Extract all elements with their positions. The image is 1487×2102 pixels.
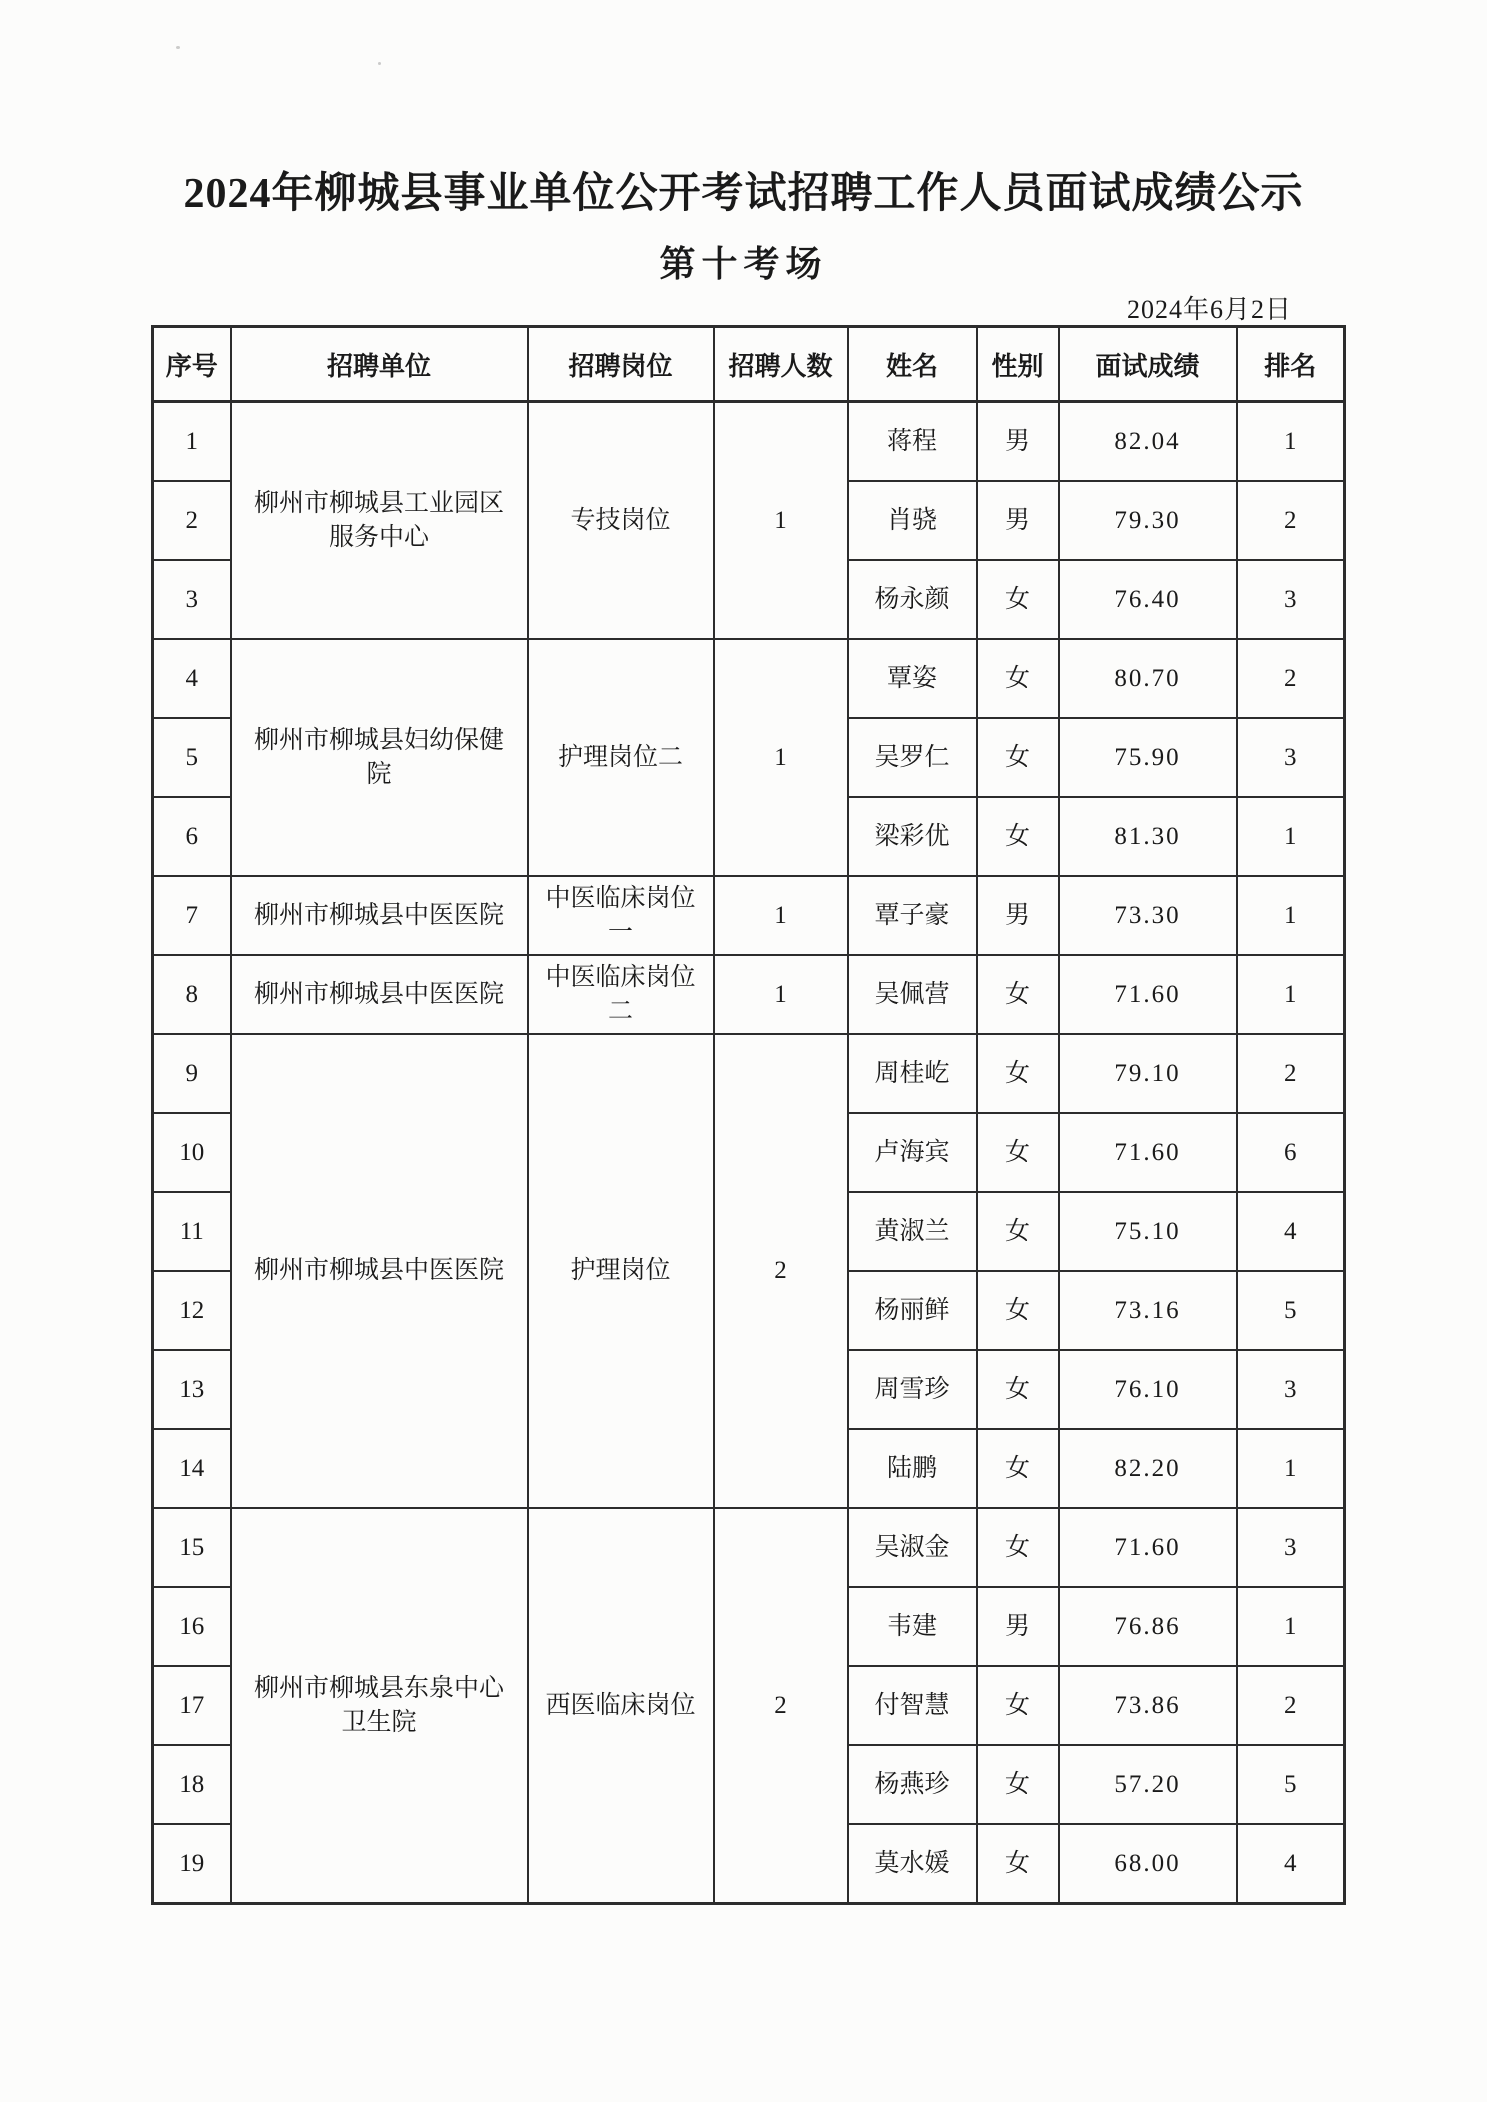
gender-cell: 女 xyxy=(977,1350,1059,1429)
column-header-4: 姓名 xyxy=(848,327,977,402)
rank-cell: 5 xyxy=(1237,1745,1345,1824)
column-header-6: 面试成绩 xyxy=(1059,327,1237,402)
gender-cell: 女 xyxy=(977,1429,1059,1508)
gender-cell: 女 xyxy=(977,639,1059,718)
unit-cell: 柳州市柳城县中医医院 xyxy=(231,876,528,955)
count-cell: 1 xyxy=(714,639,848,876)
seq-cell: 12 xyxy=(153,1271,231,1350)
gender-cell: 女 xyxy=(977,797,1059,876)
column-header-7: 排名 xyxy=(1237,327,1345,402)
table-head xyxy=(153,327,1345,402)
score-cell: 79.10 xyxy=(1059,1034,1237,1113)
score-cell: 71.60 xyxy=(1059,955,1237,1034)
rank-cell: 5 xyxy=(1237,1271,1345,1350)
rank-cell: 6 xyxy=(1237,1113,1345,1192)
page-title: 2024年柳城县事业单位公开考试招聘工作人员面试成绩公示 xyxy=(183,171,1304,217)
seq-cell: 7 xyxy=(153,876,231,955)
name-cell: 梁彩优 xyxy=(848,797,977,876)
seq-cell: 1 xyxy=(153,402,231,482)
table-body xyxy=(153,402,1345,1904)
name-cell: 杨燕珍 xyxy=(848,1745,977,1824)
gender-cell: 女 xyxy=(977,1666,1059,1745)
score-cell: 79.30 xyxy=(1059,481,1237,560)
page-subtitle: 第十考场 xyxy=(659,244,828,284)
column-header-0: 序号 xyxy=(153,327,231,402)
column-header-1: 招聘单位 xyxy=(231,327,528,402)
name-cell: 覃姿 xyxy=(848,639,977,718)
post-cell: 专技岗位 xyxy=(528,402,714,640)
seq-cell: 13 xyxy=(153,1350,231,1429)
score-cell: 73.30 xyxy=(1059,876,1237,955)
score-cell: 76.10 xyxy=(1059,1350,1237,1429)
rank-cell: 3 xyxy=(1237,1350,1345,1429)
seq-cell: 2 xyxy=(153,481,231,560)
seq-cell: 8 xyxy=(153,955,231,1034)
gender-cell: 女 xyxy=(977,718,1059,797)
name-cell: 吴佩营 xyxy=(848,955,977,1034)
rank-cell: 1 xyxy=(1237,402,1345,482)
gender-cell: 女 xyxy=(977,1508,1059,1587)
scan-speck xyxy=(378,62,381,65)
score-cell: 73.16 xyxy=(1059,1271,1237,1350)
seq-cell: 10 xyxy=(153,1113,231,1192)
results-table xyxy=(151,325,1346,1905)
count-cell: 1 xyxy=(714,955,848,1034)
rank-cell: 1 xyxy=(1237,876,1345,955)
unit-cell: 柳州市柳城县中医医院 xyxy=(231,955,528,1034)
post-cell: 护理岗位 xyxy=(528,1034,714,1508)
gender-cell: 女 xyxy=(977,1113,1059,1192)
rank-cell: 3 xyxy=(1237,1508,1345,1587)
seq-cell: 11 xyxy=(153,1192,231,1271)
gender-cell: 女 xyxy=(977,1192,1059,1271)
unit-cell: 柳州市柳城县工业园区服务中心 xyxy=(231,402,528,640)
count-cell: 2 xyxy=(714,1508,848,1904)
gender-cell: 女 xyxy=(977,560,1059,639)
scan-speck xyxy=(176,46,180,49)
count-cell: 1 xyxy=(714,876,848,955)
column-header-2: 招聘岗位 xyxy=(528,327,714,402)
rank-cell: 4 xyxy=(1237,1192,1345,1271)
name-cell: 莫水媛 xyxy=(848,1824,977,1904)
seq-cell: 19 xyxy=(153,1824,231,1904)
name-cell: 吴淑金 xyxy=(848,1508,977,1587)
name-cell: 周雪珍 xyxy=(848,1350,977,1429)
score-cell: 71.60 xyxy=(1059,1508,1237,1587)
gender-cell: 女 xyxy=(977,955,1059,1034)
table-row xyxy=(153,1034,1345,1113)
seq-cell: 6 xyxy=(153,797,231,876)
name-cell: 肖骁 xyxy=(848,481,977,560)
seq-cell: 15 xyxy=(153,1508,231,1587)
rank-cell: 2 xyxy=(1237,1666,1345,1745)
seq-cell: 14 xyxy=(153,1429,231,1508)
rank-cell: 1 xyxy=(1237,1429,1345,1508)
seq-cell: 18 xyxy=(153,1745,231,1824)
table-row xyxy=(153,402,1345,482)
rank-cell: 3 xyxy=(1237,718,1345,797)
name-cell: 杨丽鲜 xyxy=(848,1271,977,1350)
score-cell: 75.90 xyxy=(1059,718,1237,797)
seq-cell: 4 xyxy=(153,639,231,718)
name-cell: 蒋程 xyxy=(848,402,977,482)
name-cell: 周桂屹 xyxy=(848,1034,977,1113)
unit-cell: 柳州市柳城县妇幼保健院 xyxy=(231,639,528,876)
score-cell: 71.60 xyxy=(1059,1113,1237,1192)
post-cell: 中医临床岗位一 xyxy=(528,876,714,955)
table-row xyxy=(153,955,1345,1034)
count-cell: 2 xyxy=(714,1034,848,1508)
gender-cell: 女 xyxy=(977,1034,1059,1113)
score-cell: 76.86 xyxy=(1059,1587,1237,1666)
table-row xyxy=(153,639,1345,718)
gender-cell: 女 xyxy=(977,1745,1059,1824)
gender-cell: 男 xyxy=(977,1587,1059,1666)
name-cell: 卢海宾 xyxy=(848,1113,977,1192)
gender-cell: 男 xyxy=(977,402,1059,482)
score-cell: 57.20 xyxy=(1059,1745,1237,1824)
seq-cell: 16 xyxy=(153,1587,231,1666)
name-cell: 付智慧 xyxy=(848,1666,977,1745)
score-cell: 81.30 xyxy=(1059,797,1237,876)
gender-cell: 男 xyxy=(977,481,1059,560)
rank-cell: 1 xyxy=(1237,1587,1345,1666)
score-cell: 75.10 xyxy=(1059,1192,1237,1271)
table-header-row xyxy=(153,327,1345,402)
rank-cell: 2 xyxy=(1237,639,1345,718)
unit-cell: 柳州市柳城县东泉中心卫生院 xyxy=(231,1508,528,1904)
rank-cell: 3 xyxy=(1237,560,1345,639)
table-row xyxy=(153,876,1345,955)
score-cell: 76.40 xyxy=(1059,560,1237,639)
score-cell: 82.20 xyxy=(1059,1429,1237,1508)
seq-cell: 17 xyxy=(153,1666,231,1745)
name-cell: 韦建 xyxy=(848,1587,977,1666)
name-cell: 杨永颜 xyxy=(848,560,977,639)
seq-cell: 9 xyxy=(153,1034,231,1113)
seq-cell: 5 xyxy=(153,718,231,797)
post-cell: 中医临床岗位二 xyxy=(528,955,714,1034)
post-cell: 护理岗位二 xyxy=(528,639,714,876)
rank-cell: 2 xyxy=(1237,1034,1345,1113)
name-cell: 覃子豪 xyxy=(848,876,977,955)
name-cell: 黄淑兰 xyxy=(848,1192,977,1271)
score-cell: 80.70 xyxy=(1059,639,1237,718)
post-cell: 西医临床岗位 xyxy=(528,1508,714,1904)
name-cell: 陆鹏 xyxy=(848,1429,977,1508)
rank-cell: 1 xyxy=(1237,955,1345,1034)
publish-date: 2024年6月2日 xyxy=(1126,295,1292,324)
column-header-3: 招聘人数 xyxy=(714,327,848,402)
column-header-5: 性别 xyxy=(977,327,1059,402)
count-cell: 1 xyxy=(714,402,848,640)
gender-cell: 女 xyxy=(977,1824,1059,1904)
rank-cell: 4 xyxy=(1237,1824,1345,1904)
unit-cell: 柳州市柳城县中医医院 xyxy=(231,1034,528,1508)
gender-cell: 男 xyxy=(977,876,1059,955)
seq-cell: 3 xyxy=(153,560,231,639)
score-cell: 82.04 xyxy=(1059,402,1237,482)
name-cell: 吴罗仁 xyxy=(848,718,977,797)
gender-cell: 女 xyxy=(977,1271,1059,1350)
score-cell: 68.00 xyxy=(1059,1824,1237,1904)
score-cell: 73.86 xyxy=(1059,1666,1237,1745)
table-row xyxy=(153,1508,1345,1587)
rank-cell: 1 xyxy=(1237,797,1345,876)
rank-cell: 2 xyxy=(1237,481,1345,560)
